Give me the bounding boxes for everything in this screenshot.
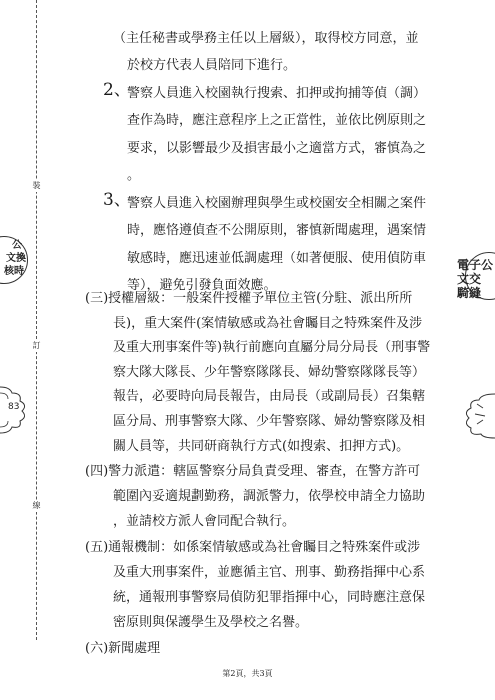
text-line: 。 <box>127 168 141 183</box>
text-line: 於校方代表人員陪同下進行。 <box>127 58 297 73</box>
text-line: 要求，以影響最少及損害最小之適當方式，審慎為之 <box>127 141 427 156</box>
list-number: 2、 <box>103 80 131 100</box>
text-line: ，並請校方派人會同配合執行。 <box>113 514 296 529</box>
stamp-text: 文換 <box>6 253 26 264</box>
stamp-text: 公 <box>12 240 22 251</box>
section-heading-notification: (五)通報機制：如係案情敏感或為社會矚目之特殊案件或涉 <box>85 540 421 555</box>
text-line: 區分局、刑事警察大隊、少年警察隊、婦幼警察隊及相 <box>113 414 426 429</box>
section-heading-police-dispatch: (四)警力派遣：轄區警察分局負責受理、審查，在警方許可 <box>85 464 421 479</box>
text-line: 密原則與保護學生及學校之名譽。 <box>113 615 309 630</box>
text-line: 警察人員進入校園執行搜索、扣押或拘捕等偵（調） <box>127 86 427 101</box>
stamp-text: 騎縫 <box>457 286 482 300</box>
text-line: 統，通報刑事警察局偵防犯罪指揮中心，同時應注意保 <box>113 590 426 605</box>
stamp-text: 核時 <box>4 266 24 277</box>
page-footer: 第2頁，共3頁 <box>222 669 273 678</box>
text-line: 察大隊大隊長、少年警察隊隊長、婦幼警察隊隊長等） <box>113 365 426 380</box>
text-line: 範圍內妥適規劃勤務，調派警力，依學校申請全力協助 <box>113 489 426 504</box>
text-line: 敏感時，應迅速並低調處理（如著便服、使用偵防車 <box>127 251 427 266</box>
text-line: 及重大刑事案件，並應循主官、刑事、勤務指揮中心系 <box>113 565 426 580</box>
binding-mark-bottom: 線 <box>30 500 43 512</box>
binding-mark-middle: 訂 <box>30 340 43 352</box>
binding-margin-line <box>36 0 37 640</box>
text-line: 查作為時，應注意程序上之正當性，並依比例原則之 <box>127 113 427 128</box>
text-line: 及重大刑事案件等)執行前應向直屬分局分局長（刑事警 <box>113 340 431 355</box>
section-heading-news-handling: (六)新聞處理 <box>85 641 161 656</box>
section-heading-authorization: (三)授權層級：一般案件授權予單位主管(分駐、派出所所 <box>85 291 413 306</box>
text-line: （主任秘書或學務主任以上層級），取得校方同意，並 <box>113 31 419 46</box>
document-exchange-stamp-right <box>455 252 495 302</box>
text-line: 報告，必要時向局長報告，由局長（或副局長）召集轄 <box>113 389 426 404</box>
perforation-seal-right <box>455 390 495 440</box>
seal-number: 83 <box>8 402 20 412</box>
document-exchange-stamp-left <box>0 236 28 286</box>
binding-mark-top: 裝 <box>30 180 43 192</box>
stamp-text: 文交 <box>457 272 482 286</box>
perforation-seal-left <box>0 385 30 435</box>
text-line: 警察人員進入校園辦理與學生或校園安全相關之案件 <box>127 196 427 211</box>
seal-scallop-icon <box>455 390 495 440</box>
text-line: 等），避免引發負面效應。 <box>127 278 277 293</box>
text-line: 長)，重大案件(案情敏感或為社會矚目之特殊案件及涉 <box>113 316 423 331</box>
stamp-text: 電子公 <box>457 258 494 272</box>
text-line: 關人員等，共同研商執行方式(如搜索、扣押方式)。 <box>113 439 410 454</box>
list-number: 3、 <box>103 190 131 210</box>
text-line: 時，應恪遵偵查不公開原則，審慎新聞處理，遇案情 <box>127 223 427 238</box>
